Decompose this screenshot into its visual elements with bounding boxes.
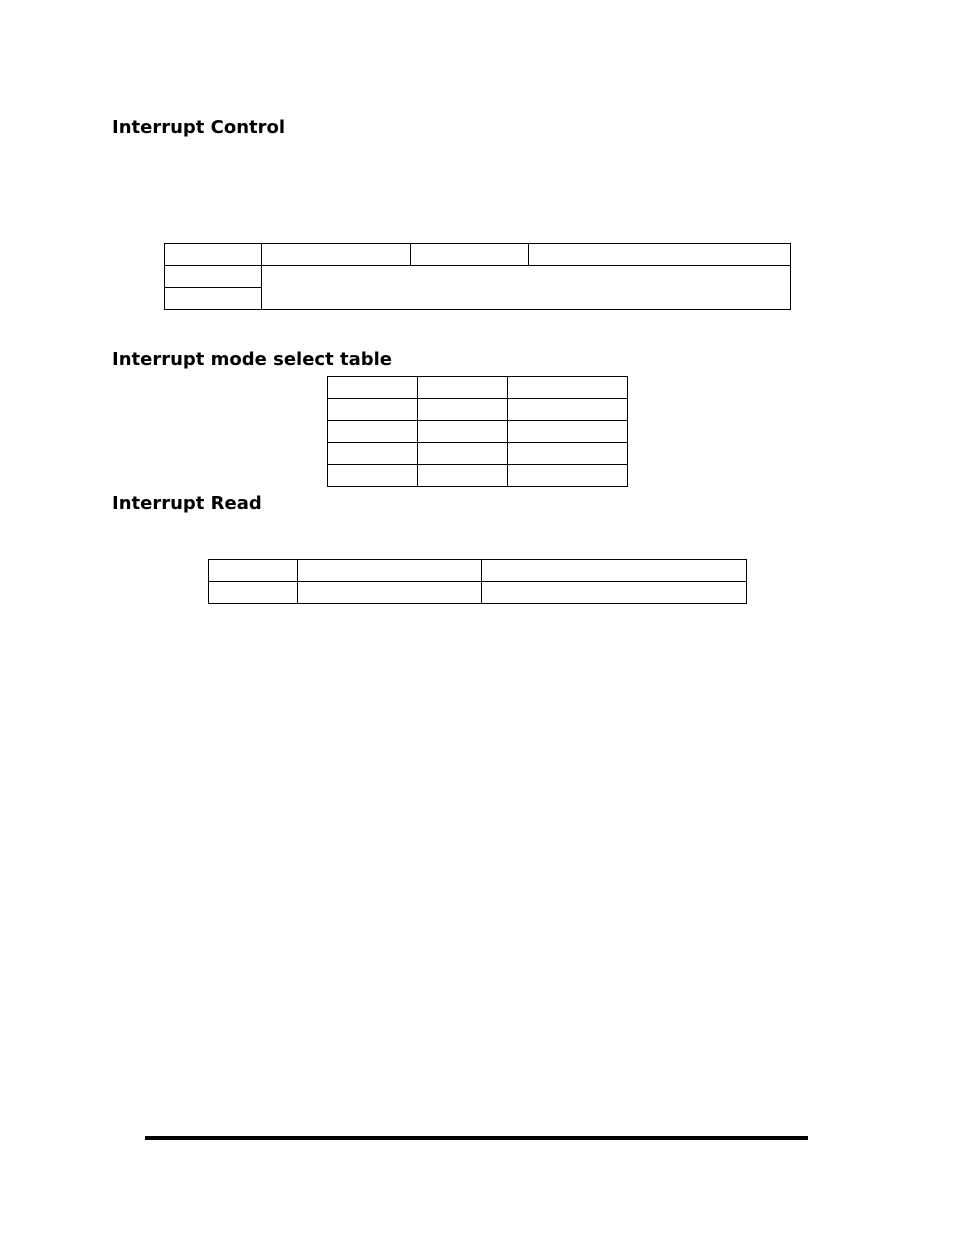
table-row xyxy=(209,582,747,604)
table-row xyxy=(328,421,628,443)
table-row xyxy=(165,244,791,266)
table-row xyxy=(328,465,628,487)
table-cell xyxy=(418,421,508,443)
table-row xyxy=(328,377,628,399)
footer-rule xyxy=(145,1136,808,1140)
interrupt-read-heading: Interrupt Read xyxy=(112,493,262,514)
table-row xyxy=(165,266,791,288)
table-cell xyxy=(508,465,628,487)
interrupt-mode-select-table xyxy=(327,376,628,487)
table-cell xyxy=(418,443,508,465)
table-cell xyxy=(529,244,791,266)
table-cell xyxy=(482,582,747,604)
table-row xyxy=(328,399,628,421)
interrupt-read-table xyxy=(208,559,747,604)
table-cell xyxy=(298,560,482,582)
table-cell xyxy=(508,421,628,443)
table-cell xyxy=(165,266,262,288)
table-cell xyxy=(508,443,628,465)
interrupt-control-heading: Interrupt Control xyxy=(112,117,286,138)
table-cell-merged xyxy=(262,266,791,310)
table-cell xyxy=(411,244,529,266)
table-row xyxy=(328,443,628,465)
table-cell xyxy=(508,399,628,421)
table-cell xyxy=(298,582,482,604)
table-cell xyxy=(508,377,628,399)
table-cell xyxy=(482,560,747,582)
table-cell xyxy=(209,582,298,604)
table-row xyxy=(209,560,747,582)
table-cell xyxy=(418,399,508,421)
table-cell xyxy=(165,244,262,266)
table-cell xyxy=(328,399,418,421)
table-cell xyxy=(418,377,508,399)
interrupt-control-table xyxy=(164,243,791,310)
interrupt-mode-select-heading: Interrupt mode select table xyxy=(112,349,392,370)
table-cell xyxy=(209,560,298,582)
table-cell xyxy=(165,288,262,310)
table-cell xyxy=(262,244,411,266)
table-cell xyxy=(418,465,508,487)
table-cell xyxy=(328,465,418,487)
table-cell xyxy=(328,421,418,443)
table-cell xyxy=(328,377,418,399)
table-cell xyxy=(328,443,418,465)
